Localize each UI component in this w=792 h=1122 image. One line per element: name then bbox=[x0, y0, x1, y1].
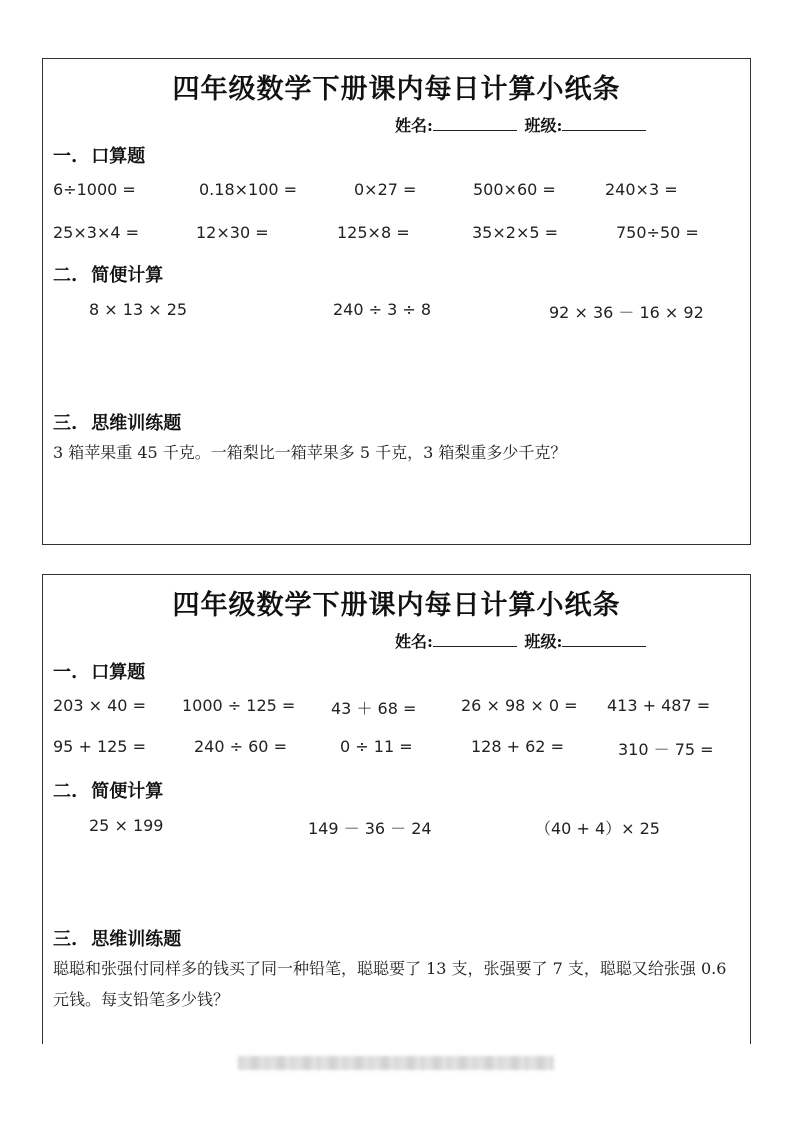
oral-question: 0×27 = bbox=[354, 180, 417, 199]
name-label: 姓名: bbox=[395, 632, 433, 651]
oral-question: 12×30 = bbox=[196, 223, 269, 242]
oral-question: 25×3×4 = bbox=[53, 223, 140, 242]
section-number: 二. bbox=[53, 265, 78, 286]
section-thinking-heading bbox=[53, 925, 181, 951]
student-info bbox=[395, 629, 648, 652]
simple-calc-question: 25 × 199 bbox=[89, 816, 164, 835]
name-label: 姓名: bbox=[395, 116, 433, 135]
section-simple-heading bbox=[53, 777, 163, 803]
oral-question: 240 ÷ 60 = bbox=[194, 737, 287, 756]
class-label: 班级: bbox=[524, 116, 563, 135]
oral-question: 1000 ÷ 125 = bbox=[182, 696, 296, 715]
section-label: 简便计算 bbox=[91, 265, 164, 286]
section-simple-heading bbox=[53, 261, 163, 287]
oral-question: 95 + 125 = bbox=[53, 737, 146, 756]
oral-question: 35×2×5 = bbox=[472, 223, 559, 242]
worksheet-title: 四年级数学下册课内每日计算小纸条 bbox=[172, 74, 621, 105]
thinking-question: 聪聪和张强付同样多的钱买了同一种铅笔，聪聪要了 13 支，张强要了 7 支，聪聪又给张强 0.6 元钱。每支铅笔多少钱？ bbox=[53, 959, 727, 1009]
section-label: 简便计算 bbox=[91, 781, 164, 802]
class-label: 班级: bbox=[524, 632, 563, 651]
section-oral-heading bbox=[53, 142, 145, 168]
simple-calc-question: 92 × 36 － 16 × 92 bbox=[549, 303, 704, 322]
section-label: 口算题 bbox=[91, 146, 146, 167]
oral-question: 0 ÷ 11 = bbox=[340, 737, 413, 756]
section-number: 二. bbox=[53, 781, 78, 802]
student-info bbox=[395, 113, 648, 136]
class-blank[interactable] bbox=[562, 632, 646, 647]
section-oral-heading bbox=[53, 658, 145, 684]
simple-calc-question: 240 ÷ 3 ÷ 8 bbox=[333, 300, 432, 319]
oral-question: 43 ＋ 68 = bbox=[331, 699, 417, 718]
section-label: 思维训练题 bbox=[91, 929, 182, 950]
worksheet-title: 四年级数学下册课内每日计算小纸条 bbox=[172, 590, 621, 621]
name-blank[interactable] bbox=[433, 116, 517, 131]
oral-question: 413 + 487 = bbox=[607, 696, 711, 715]
name-blank[interactable] bbox=[433, 632, 517, 647]
oral-question: 0.18×100 = bbox=[199, 180, 298, 199]
oral-question: 750÷50 = bbox=[616, 223, 699, 242]
section-thinking-heading bbox=[53, 409, 181, 435]
oral-question: 6÷1000 = bbox=[53, 180, 136, 199]
section-label: 口算题 bbox=[91, 662, 146, 683]
simple-calc-question: 149 － 36 － 24 bbox=[308, 819, 432, 838]
worksheet-card-1 bbox=[42, 58, 751, 545]
section-label: 思维训练题 bbox=[91, 413, 182, 434]
worksheet-card-2 bbox=[42, 574, 751, 1044]
section-number: 一. bbox=[53, 662, 78, 683]
oral-question: 125×8 = bbox=[337, 223, 410, 242]
oral-question: 310 － 75 = bbox=[618, 740, 714, 759]
section-number: 一. bbox=[53, 146, 78, 167]
oral-question: 203 × 40 = bbox=[53, 696, 146, 715]
oral-question: 240×3 = bbox=[605, 180, 678, 199]
oral-question: 500×60 = bbox=[473, 180, 556, 199]
oral-question: 26 × 98 × 0 = bbox=[461, 696, 578, 715]
class-blank[interactable] bbox=[562, 116, 646, 131]
simple-calc-question: （40 + 4）× 25 bbox=[535, 819, 660, 838]
simple-calc-question: 8 × 13 × 25 bbox=[89, 300, 188, 319]
section-number: 三. bbox=[53, 413, 78, 434]
blurred-watermark bbox=[238, 1056, 554, 1070]
oral-question: 128 + 62 = bbox=[471, 737, 564, 756]
section-number: 三. bbox=[53, 929, 78, 950]
thinking-question: 3 箱苹果重 45 千克。一箱梨比一箱苹果多 5 千克，3 箱梨重多少千克？ bbox=[53, 443, 567, 462]
